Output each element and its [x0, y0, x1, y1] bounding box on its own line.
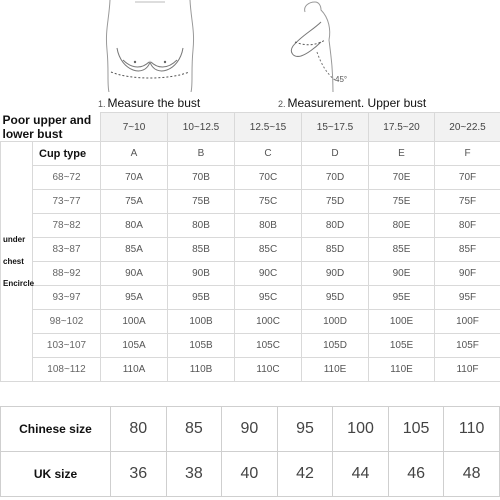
table-row	[1, 334, 500, 358]
front-torso-illustration	[95, 0, 205, 92]
size-cell: 105D	[302, 334, 369, 358]
size-cell: 75D	[302, 190, 369, 214]
size-cell: 110A	[101, 358, 168, 382]
size-cell: 70B	[168, 166, 235, 190]
table-row	[1, 166, 500, 190]
cup-letter: A	[101, 142, 168, 166]
cup-type-label: Cup type	[33, 142, 101, 166]
size-cell: 110F	[435, 358, 500, 382]
side-label-line: chest	[3, 256, 24, 266]
table-row	[1, 358, 500, 382]
under-bust-range: 83~87	[33, 238, 101, 262]
under-bust-range: 103~107	[33, 334, 101, 358]
size-cell: 85A	[101, 238, 168, 262]
chinese-size-value: 110	[444, 407, 500, 452]
uk-size-value: 40	[222, 452, 278, 497]
size-cell: 80B	[168, 214, 235, 238]
size-cell: 90F	[435, 262, 500, 286]
uk-size-value: 48	[444, 452, 500, 497]
under-bust-range: 108~112	[33, 358, 101, 382]
size-cell: 105A	[101, 334, 168, 358]
size-cell: 80B	[235, 214, 302, 238]
size-cell: 80D	[302, 214, 369, 238]
chinese-size-value: 85	[166, 407, 222, 452]
size-cell: 80E	[369, 214, 435, 238]
caption-number: 2.	[278, 99, 286, 109]
size-cell: 95D	[302, 286, 369, 310]
caption-number: 1.	[98, 99, 106, 109]
size-cell: 70D	[302, 166, 369, 190]
bra-size-table	[0, 112, 500, 382]
chinese-size-value: 80	[111, 407, 167, 452]
chinese-size-row	[1, 407, 500, 452]
size-cell: 110C	[235, 358, 302, 382]
size-cell: 100A	[101, 310, 168, 334]
caption-measure-bust	[98, 96, 200, 110]
uk-size-row	[1, 452, 500, 497]
size-cell: 75E	[369, 190, 435, 214]
table-row	[1, 262, 500, 286]
size-cell: 70E	[369, 166, 435, 190]
side-label-line: under	[3, 234, 26, 244]
side-torso-illustration	[275, 0, 385, 92]
size-cell: 95A	[101, 286, 168, 310]
size-cell: 90B	[168, 262, 235, 286]
cup-letter: E	[369, 142, 435, 166]
size-cell: 95E	[369, 286, 435, 310]
size-cell: 100D	[302, 310, 369, 334]
chinese-size-value: 100	[333, 407, 389, 452]
size-cell: 110E	[302, 358, 369, 382]
size-cell: 85D	[302, 238, 369, 262]
size-conversion-table	[0, 406, 500, 497]
size-cell: 105F	[435, 334, 500, 358]
size-cell: 100B	[168, 310, 235, 334]
cup-letter: B	[168, 142, 235, 166]
chinese-size-value: 95	[277, 407, 333, 452]
table-row	[1, 190, 500, 214]
cup-type-row	[1, 142, 500, 166]
range-header: 12.5~15	[235, 113, 302, 142]
uk-size-value: 38	[166, 452, 222, 497]
range-header: 10~12.5	[168, 113, 235, 142]
under-bust-range: 68~72	[33, 166, 101, 190]
size-cell: 70F	[435, 166, 500, 190]
size-cell: 75F	[435, 190, 500, 214]
size-cell: 85C	[235, 238, 302, 262]
table-row	[1, 310, 500, 334]
chinese-size-value: 105	[388, 407, 444, 452]
size-cell: 85E	[369, 238, 435, 262]
uk-size-value: 42	[277, 452, 333, 497]
size-cell: 85B	[168, 238, 235, 262]
uk-size-label: UK size	[1, 452, 111, 497]
size-cell: 110B	[168, 358, 235, 382]
range-header-row	[1, 113, 500, 142]
size-cell: 90A	[101, 262, 168, 286]
uk-size-value: 36	[111, 452, 167, 497]
range-header: 20~22.5	[435, 113, 500, 142]
range-header: 15~17.5	[302, 113, 369, 142]
size-cell: 80F	[435, 214, 500, 238]
size-cell: 80A	[101, 214, 168, 238]
size-cell: 85F	[435, 238, 500, 262]
under-bust-range: 78~82	[33, 214, 101, 238]
size-cell: 110E	[369, 358, 435, 382]
chinese-size-label: Chinese size	[1, 407, 111, 452]
size-cell: 90E	[369, 262, 435, 286]
size-cell: 90D	[302, 262, 369, 286]
under-bust-range: 98~102	[33, 310, 101, 334]
size-cell: 70C	[235, 166, 302, 190]
caption-text: Measure the bust	[107, 96, 201, 110]
table-row	[1, 286, 500, 310]
under-bust-range: 93~97	[33, 286, 101, 310]
uk-size-value: 44	[333, 452, 389, 497]
cup-letter: D	[302, 142, 369, 166]
angle-label: 45°	[335, 75, 348, 84]
size-cell: 75A	[101, 190, 168, 214]
size-cell: 90C	[235, 262, 302, 286]
size-cell: 95C	[235, 286, 302, 310]
cup-letter: C	[235, 142, 302, 166]
size-cell: 105E	[369, 334, 435, 358]
range-header: 17.5~20	[369, 113, 435, 142]
side-label-line: Encircle	[3, 278, 35, 288]
caption-upper-bust	[278, 96, 426, 110]
side-label	[1, 142, 33, 382]
size-cell: 100C	[235, 310, 302, 334]
range-header: 7~10	[101, 113, 168, 142]
table-row	[1, 214, 500, 238]
size-cell: 75C	[235, 190, 302, 214]
under-bust-range: 73~77	[33, 190, 101, 214]
size-cell: 95B	[168, 286, 235, 310]
size-cell: 105B	[168, 334, 235, 358]
size-cell: 100E	[369, 310, 435, 334]
cup-letter: F	[435, 142, 500, 166]
size-cell: 70A	[101, 166, 168, 190]
under-bust-range: 88~92	[33, 262, 101, 286]
uk-size-value: 46	[388, 452, 444, 497]
size-cell: 105C	[235, 334, 302, 358]
caption-text: Measurement. Upper bust	[287, 96, 427, 110]
size-cell: 95F	[435, 286, 500, 310]
chinese-size-value: 90	[222, 407, 278, 452]
table-row	[1, 238, 500, 262]
size-cell: 100F	[435, 310, 500, 334]
corner-label: Poor upper and lower bust	[1, 113, 101, 142]
size-cell: 75B	[168, 190, 235, 214]
